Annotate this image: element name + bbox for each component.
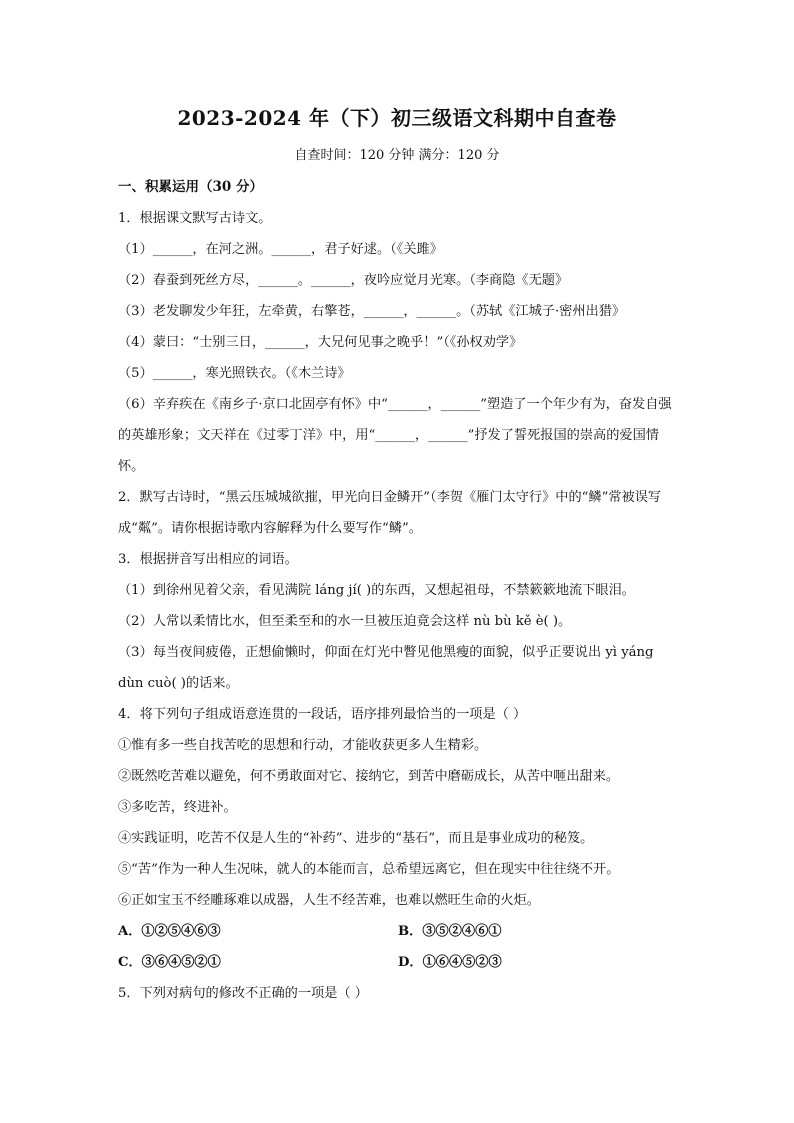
question-1-item-6: （6）辛弃疾在《南乡子·京口北固亭有怀》中“______，______”塑造了一个年少有为，奋发自强的英雄形象；文天祥在《过零丁洋》中，用“______，______”抒发了誓死报国的崇高的爱国情怀。 — [118, 397, 672, 474]
question-4-options-row-2 — [118, 947, 678, 978]
question-1-item-1: （1）______，在河之洲。______，君子好逑。（《关雎》 — [118, 242, 443, 257]
question-1-item-4: （4）蒙曰：“士别三日，______，大兄何见事之晚乎！”（《孙权劝学》 — [118, 335, 523, 350]
option-b[interactable]: B．③⑤②④⑥① — [398, 924, 502, 939]
question-4-sentence-3: ③多吃苦，终进补。 — [118, 800, 237, 815]
option-a[interactable]: A．①②⑤④⑥③ — [118, 924, 221, 939]
exam-info: 自查时间：120 分钟 满分：120 分 — [294, 148, 500, 163]
question-3-item-1: （1）到徐州见着父亲，看见满院 láng jí( )的东西，又想起祖母，不禁簌簌地流下眼泪。 — [118, 583, 635, 598]
question-3-item-2: （2）人常以柔情比水，但至柔至和的水一旦被压迫竟会这样 nù bù kě è( )。 — [118, 614, 572, 629]
question-4-sentence-5: ⑤“苦”作为一种人生况味，就人的本能而言，总希望远离它，但在现实中往往绕不开。 — [118, 862, 620, 877]
question-1-item-2: （2）春蚕到死丝方尽，______。______，夜吟应觉月光寒。（李商隐《无题》 — [118, 273, 569, 288]
question-4-stem: 4．将下列句子组成语意连贯的一段话，语序排列最恰当的一项是（ ） — [118, 707, 527, 722]
question-1-item-5: （5）______，寒光照铁衣。（《木兰诗》 — [118, 366, 351, 381]
question-1-stem: 1．根据课文默写古诗文。 — [118, 211, 272, 226]
question-1-item-3: （3）老发聊发少年狂，左牵黄，右擎苍，______，______。（苏轼《江城子·密州出猎》 — [118, 304, 626, 319]
question-5-stem: 5．下列对病句的修改不正确的一项是（ ） — [118, 986, 368, 1001]
page-title: 2023-2024 年（下）初三级语文科期中自查卷 — [177, 106, 617, 130]
question-4-sentence-4: ④实践证明，吃苦不仅是人生的“补药”、进步的“基石”，而且是事业成功的秘笈。 — [118, 831, 594, 846]
question-4-options-row-1 — [118, 916, 678, 947]
question-4-sentence-1: ①惟有多一些自找苦吃的思想和行动，才能收获更多人生精彩。 — [118, 738, 488, 753]
section-heading: 一、积累运用（30 分） — [118, 179, 263, 195]
question-3-item-3: （3）每当夜间疲倦，正想偷懒时，仰面在灯光中瞥见他黑瘦的面貌，似乎正要说出 yì yáng dùn cuò( )的话来。 — [118, 645, 654, 691]
option-d[interactable]: D．①⑥④⑤②③ — [398, 955, 502, 970]
exam-content — [118, 172, 678, 1009]
question-2: 2．默写古诗时，“黑云压城城欲摧，甲光向日金鳞开”（李贺《雁门太守行》中的“鳞”常被误写成“粼”。请你根据诗歌内容解释为什么要写作“鳞”。 — [118, 490, 662, 536]
question-4-sentence-2: ②既然吃苦难以避免，何不勇敢面对它、接纳它，到苦中磨砺成长，从苦中咂出甜来。 — [118, 769, 620, 784]
question-4-sentence-6: ⑥正如宝玉不经雕琢难以成器，人生不经苦难，也难以燃旺生命的火炬。 — [118, 893, 540, 908]
question-3-stem: 3．根据拼音写出相应的词语。 — [118, 552, 298, 567]
option-c[interactable]: C．③⑥④⑤②① — [118, 955, 221, 970]
